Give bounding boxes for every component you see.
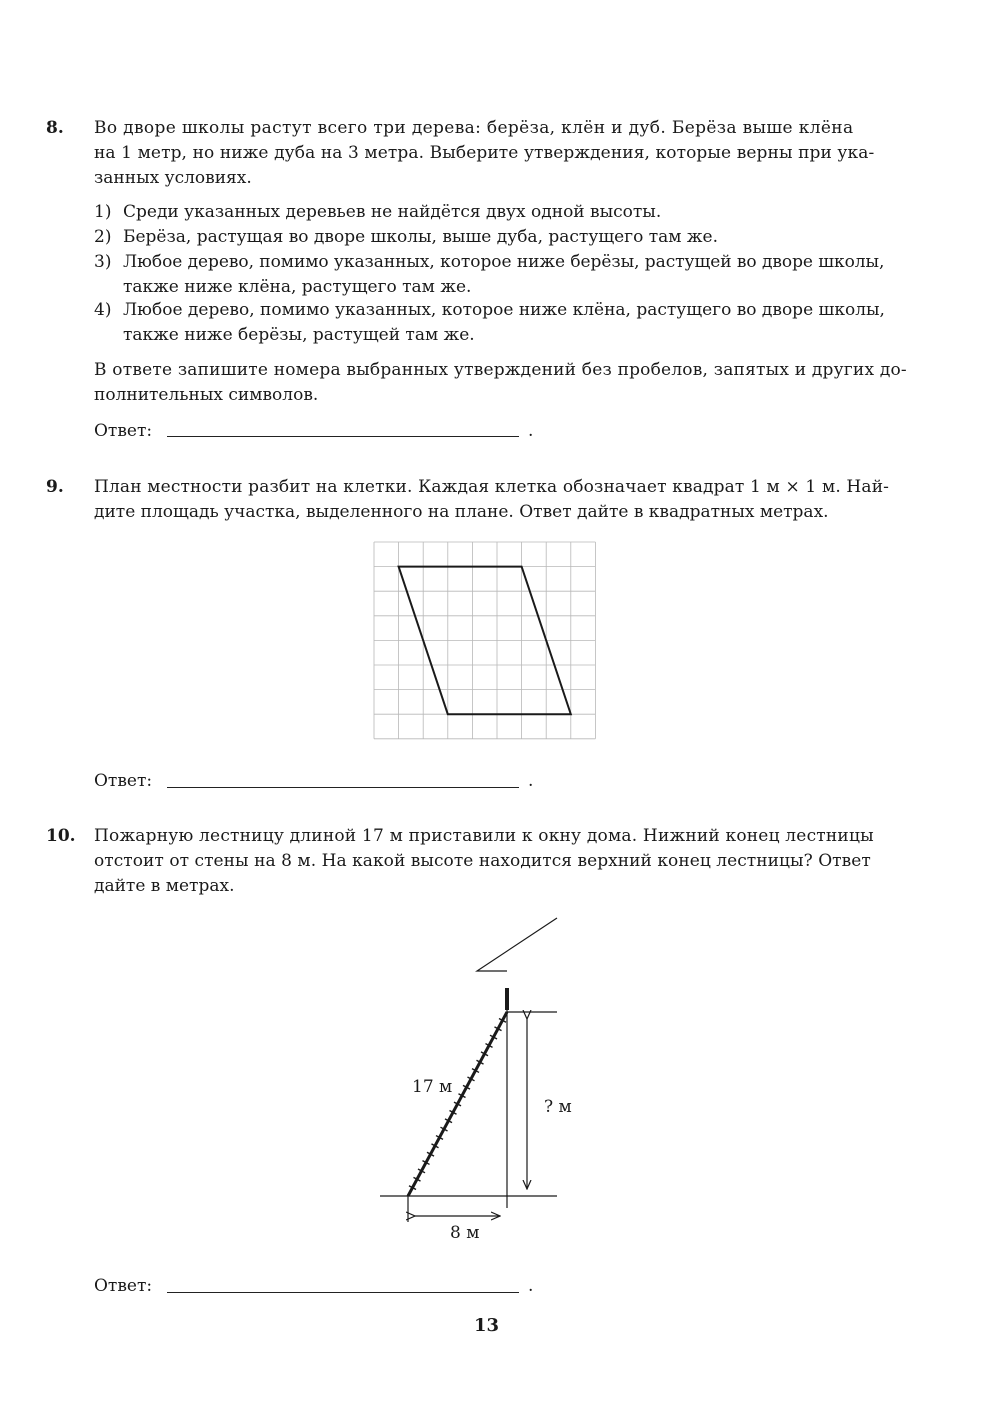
option-number: 3)	[94, 252, 112, 272]
task-9-number: 9.	[46, 477, 64, 497]
grid-lines	[374, 542, 595, 739]
height-label: ? м	[544, 1097, 572, 1117]
task-8-line-2: на 1 метр, но ниже дуба на 3 метра. Выберите утверждения, которые верны при ука-	[94, 143, 875, 163]
task-8-answer-field[interactable]	[167, 436, 519, 437]
task-8-option-3	[94, 250, 924, 300]
ladder-length-label: 17 м	[412, 1077, 453, 1097]
task-10-line-1: Пожарную лестницу длиной 17 м приставили к окну дома. Нижний конец лестницы	[94, 826, 874, 846]
option-text: Любое дерево, помимо указанных, которое ниже клёна, растущего во дворе школы,	[123, 300, 885, 320]
task-10-ladder-figure	[380, 910, 580, 1250]
task-10-number: 10.	[46, 826, 76, 846]
task-9-line-2: дите площадь участка, выделенного на плане. Ответ дайте в квадратных метрах.	[94, 502, 829, 522]
task-8-line-3: занных условиях.	[94, 168, 252, 188]
task-8-text	[94, 116, 924, 191]
page-number: 13	[474, 1315, 500, 1336]
task-9-text	[94, 475, 924, 525]
option-text: Берёза, растущая во дворе школы, выше дуба, растущего там же.	[123, 227, 718, 247]
instruction-line-1: В ответе запишите номера выбранных утверждений без пробелов, запятых и других до-	[94, 360, 907, 380]
task-10-answer-field[interactable]	[167, 1292, 519, 1293]
task-8-answer-label: Ответ:	[94, 421, 153, 441]
option-text-block	[123, 250, 923, 300]
ladder-rungs	[409, 1018, 506, 1189]
option-text: также ниже клёна, растущего там же.	[123, 277, 472, 297]
option-number: 4)	[94, 300, 112, 320]
task-8-option-4	[94, 298, 924, 348]
task-10-text	[94, 824, 924, 899]
option-text-block	[123, 298, 923, 348]
option-text: Среди указанных деревьев не найдётся двух одной высоты.	[123, 202, 662, 222]
task-9-grid-figure	[372, 540, 598, 746]
task-8-line-1: Во дворе школы растут всего три дерева: берёза, клён и дуб. Берёза выше клёна	[94, 118, 854, 138]
task-10-answer-label: Ответ:	[94, 1276, 153, 1296]
task-8-answer-end: .	[528, 421, 534, 441]
task-8-instruction	[94, 358, 924, 408]
task-9-answer-end: .	[528, 771, 534, 791]
task-9-answer-label: Ответ:	[94, 771, 153, 791]
task-9-answer-field[interactable]	[167, 787, 519, 788]
task-10-line-2: отстоит от стены на 8 м. На какой высоте находится верхний конец лестницы? Ответ	[94, 851, 871, 871]
roof-line	[477, 918, 557, 971]
task-8-number: 8.	[46, 118, 64, 138]
task-10-line-3: дайте в метрах.	[94, 876, 235, 896]
task-9-line-1: План местности разбит на клетки. Каждая клетка обозначает квадрат 1 м × 1 м. Най-	[94, 477, 890, 497]
instruction-line-2: полнительных символов.	[94, 385, 319, 405]
option-number: 1)	[94, 202, 112, 222]
option-text: также ниже берёзы, растущей там же.	[123, 325, 475, 345]
base-length-label: 8 м	[450, 1223, 480, 1243]
task-10-answer-end: .	[528, 1276, 534, 1296]
option-number: 2)	[94, 227, 112, 247]
option-text: Любое дерево, помимо указанных, которое ниже берёзы, растущей во дворе школы,	[123, 252, 885, 272]
